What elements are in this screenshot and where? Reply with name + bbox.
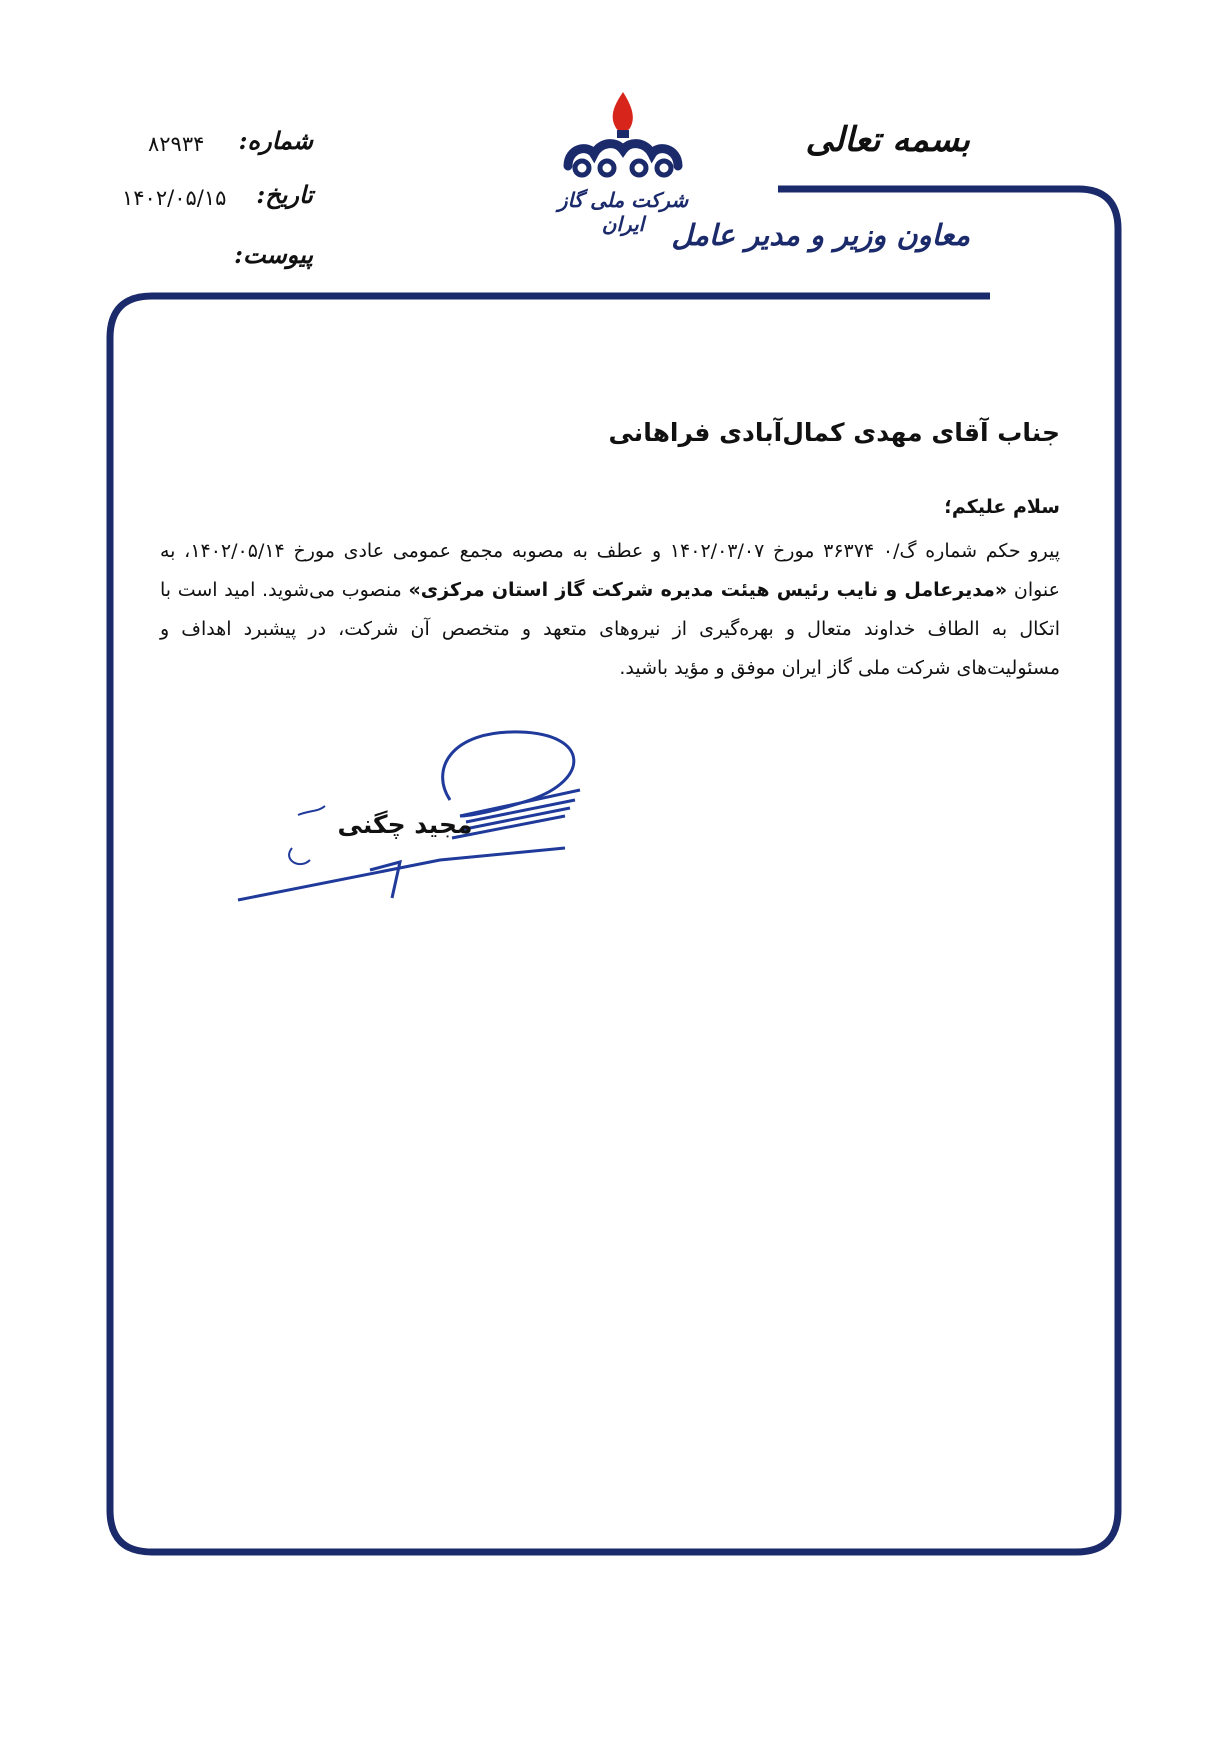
date-label: تاریخ: (256, 180, 313, 209)
body-text-position: «مدیرعامل و نایب رئیس هیئت مدیره شرکت گاز استان مرکزی» (408, 579, 1008, 601)
nigc-flame-logo-icon (560, 88, 686, 188)
date-value: ۱۴۰۲/۰۵/۱۵ (122, 186, 227, 210)
addressee: جناب آقای مهدی کمال‌آبادی فراهانی (608, 418, 1060, 447)
number-value: ۸۲۹۳۴ (148, 132, 205, 156)
body-text-part1: پیرو حکم شماره گ‌/۰ ۳۶۳۷۴ مورخ ۱۴۰۲/۰۳/۰۷ و عطف به مصوبه مجمع عمومی عادی مورخ ۱۴۰۲/۰۵/۱۴، به عنوان (160, 540, 1060, 601)
number-label: شماره: (238, 126, 313, 155)
office-title: معاون وزیر و مدیر عامل (671, 218, 970, 252)
basmala: بسمه تعالی (805, 120, 970, 160)
greeting: سلام علیکم؛ (944, 496, 1060, 518)
letter-body (160, 532, 1060, 688)
signer-name: مجید چگنی (337, 810, 473, 839)
body-text-part2: منصوب می‌شوید. امید است با اتکال به الطاف خداوند متعال و بهره‌گیری از نیروهای متعهد و متخصص آن شرکت، در پیشبرد اهداف و مسئولیت‌های شرکت ملی گاز ایران موفق و مؤید باشید. (160, 579, 1060, 679)
company-name: شرکت ملی گاز ایران (557, 188, 689, 236)
attachment-label: پیوست: (234, 240, 313, 269)
